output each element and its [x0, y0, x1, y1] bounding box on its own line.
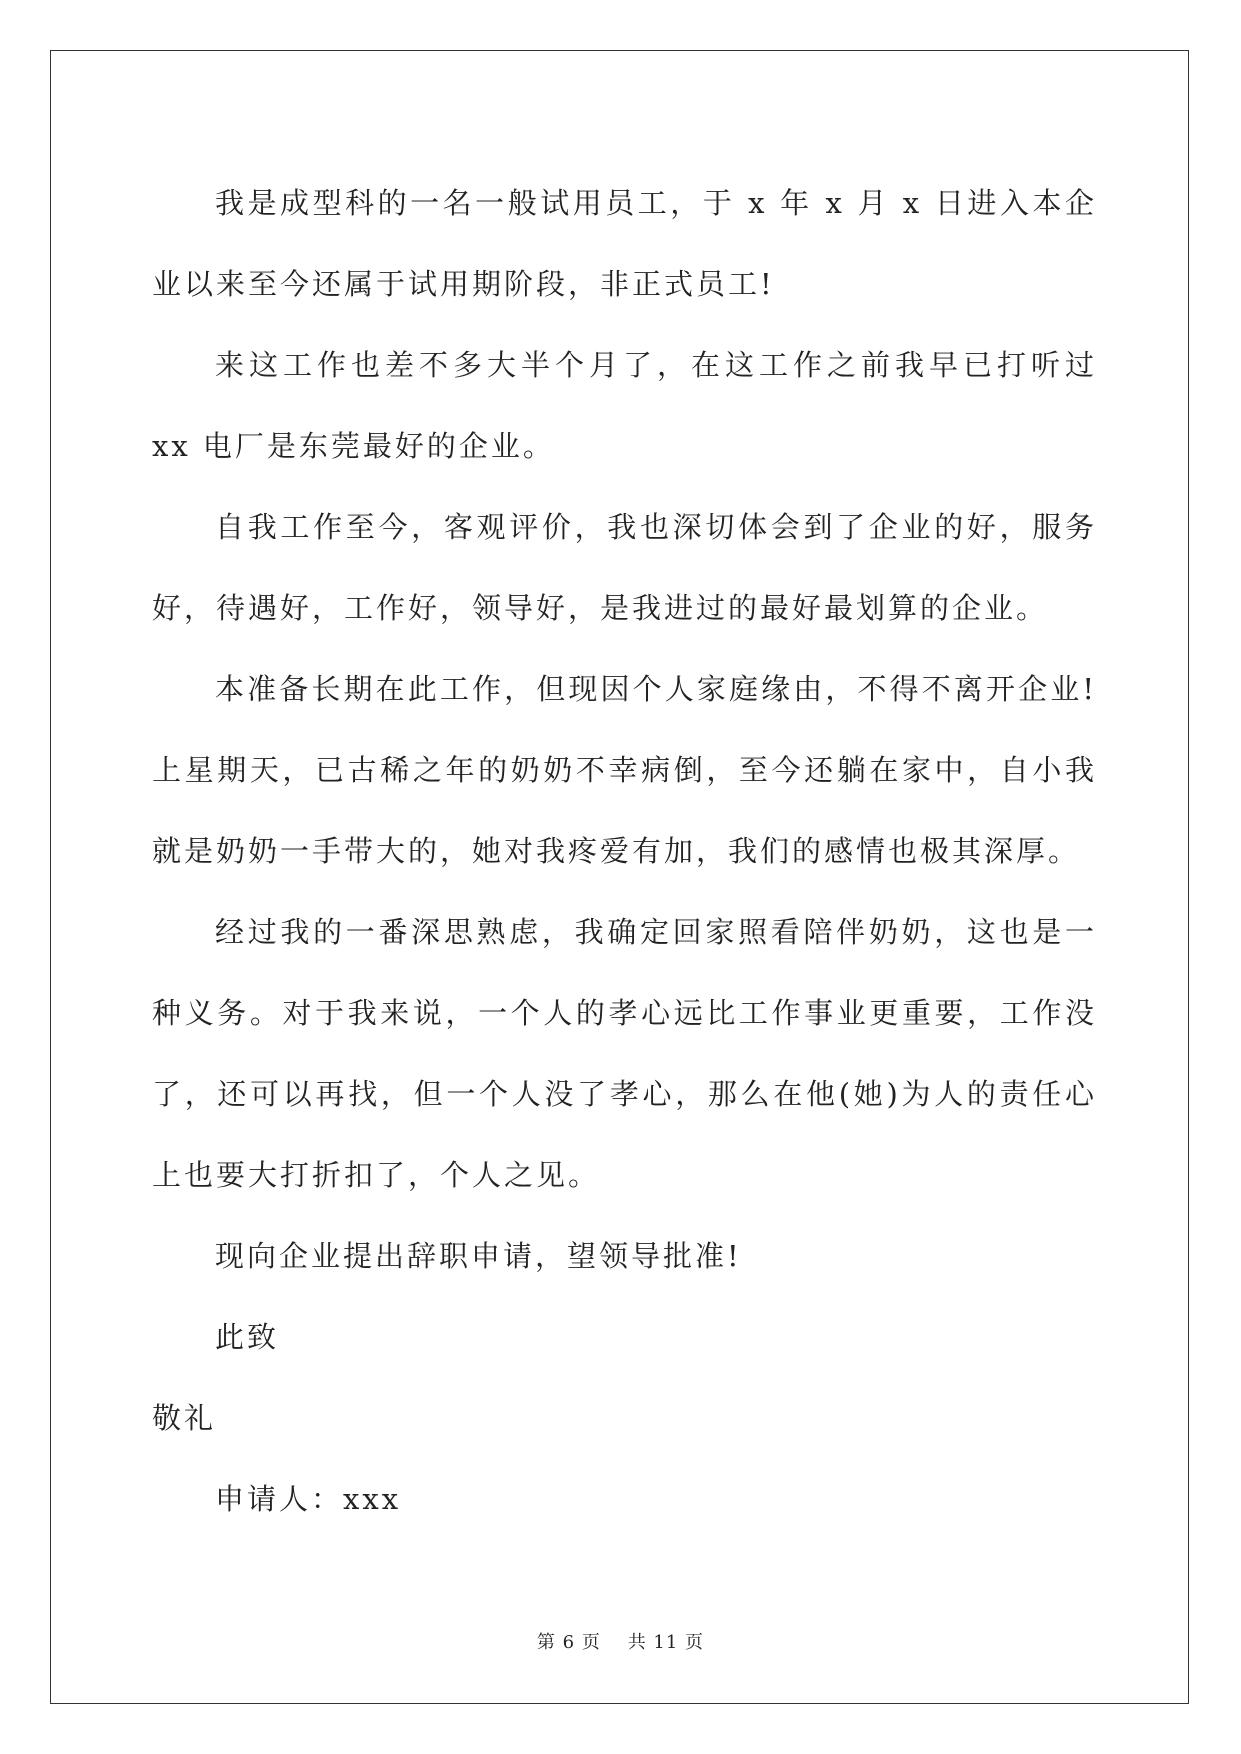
signature: 申请人：xxx: [215, 1482, 402, 1516]
page-number: 第 6 页 共 11 页: [536, 1632, 705, 1653]
paragraph-request: 现向企业提出辞职申请，望领导批准!: [215, 1239, 742, 1273]
closing: 此致: [215, 1320, 280, 1354]
salutation: 敬礼: [152, 1401, 217, 1435]
paragraph-background: 来这工作也差不多大半个月了，在这工作之前我早已打听过 xx 电厂是东莞最好的企业。: [152, 348, 1097, 463]
paragraph-evaluation: 自我工作至今，客观评价，我也深切体会到了企业的好，服务好，待遇好，工作好，领导好，是我进过的最好最划算的企业。: [152, 510, 1097, 625]
paragraph-reason: 本准备长期在此工作，但现因个人家庭缘由，不得不离开企业!上星期天，已古稀之年的奶奶不幸病倒，至今还躺在家中，自小我就是奶奶一手带大的，她对我疼爱有加，我们的感情也极其深厚。: [152, 672, 1097, 868]
page-footer: [0, 1628, 1241, 1654]
letter-body: [152, 163, 1097, 1540]
paragraph-decision: 经过我的一番深思熟虑，我确定回家照看陪伴奶奶，这也是一种义务。对于我来说，一个人的孝心远比工作事业更重要，工作没了，还可以再找，但一个人没了孝心，那么在他(她)为人的责任心上也要大打折扣了，个人之见。: [152, 915, 1097, 1192]
paragraph-intro: 我是成型科的一名一般试用员工，于 x 年 x 月 x 日进入本企业以来至今还属于试用期阶段，非正式员工!: [152, 186, 1097, 301]
